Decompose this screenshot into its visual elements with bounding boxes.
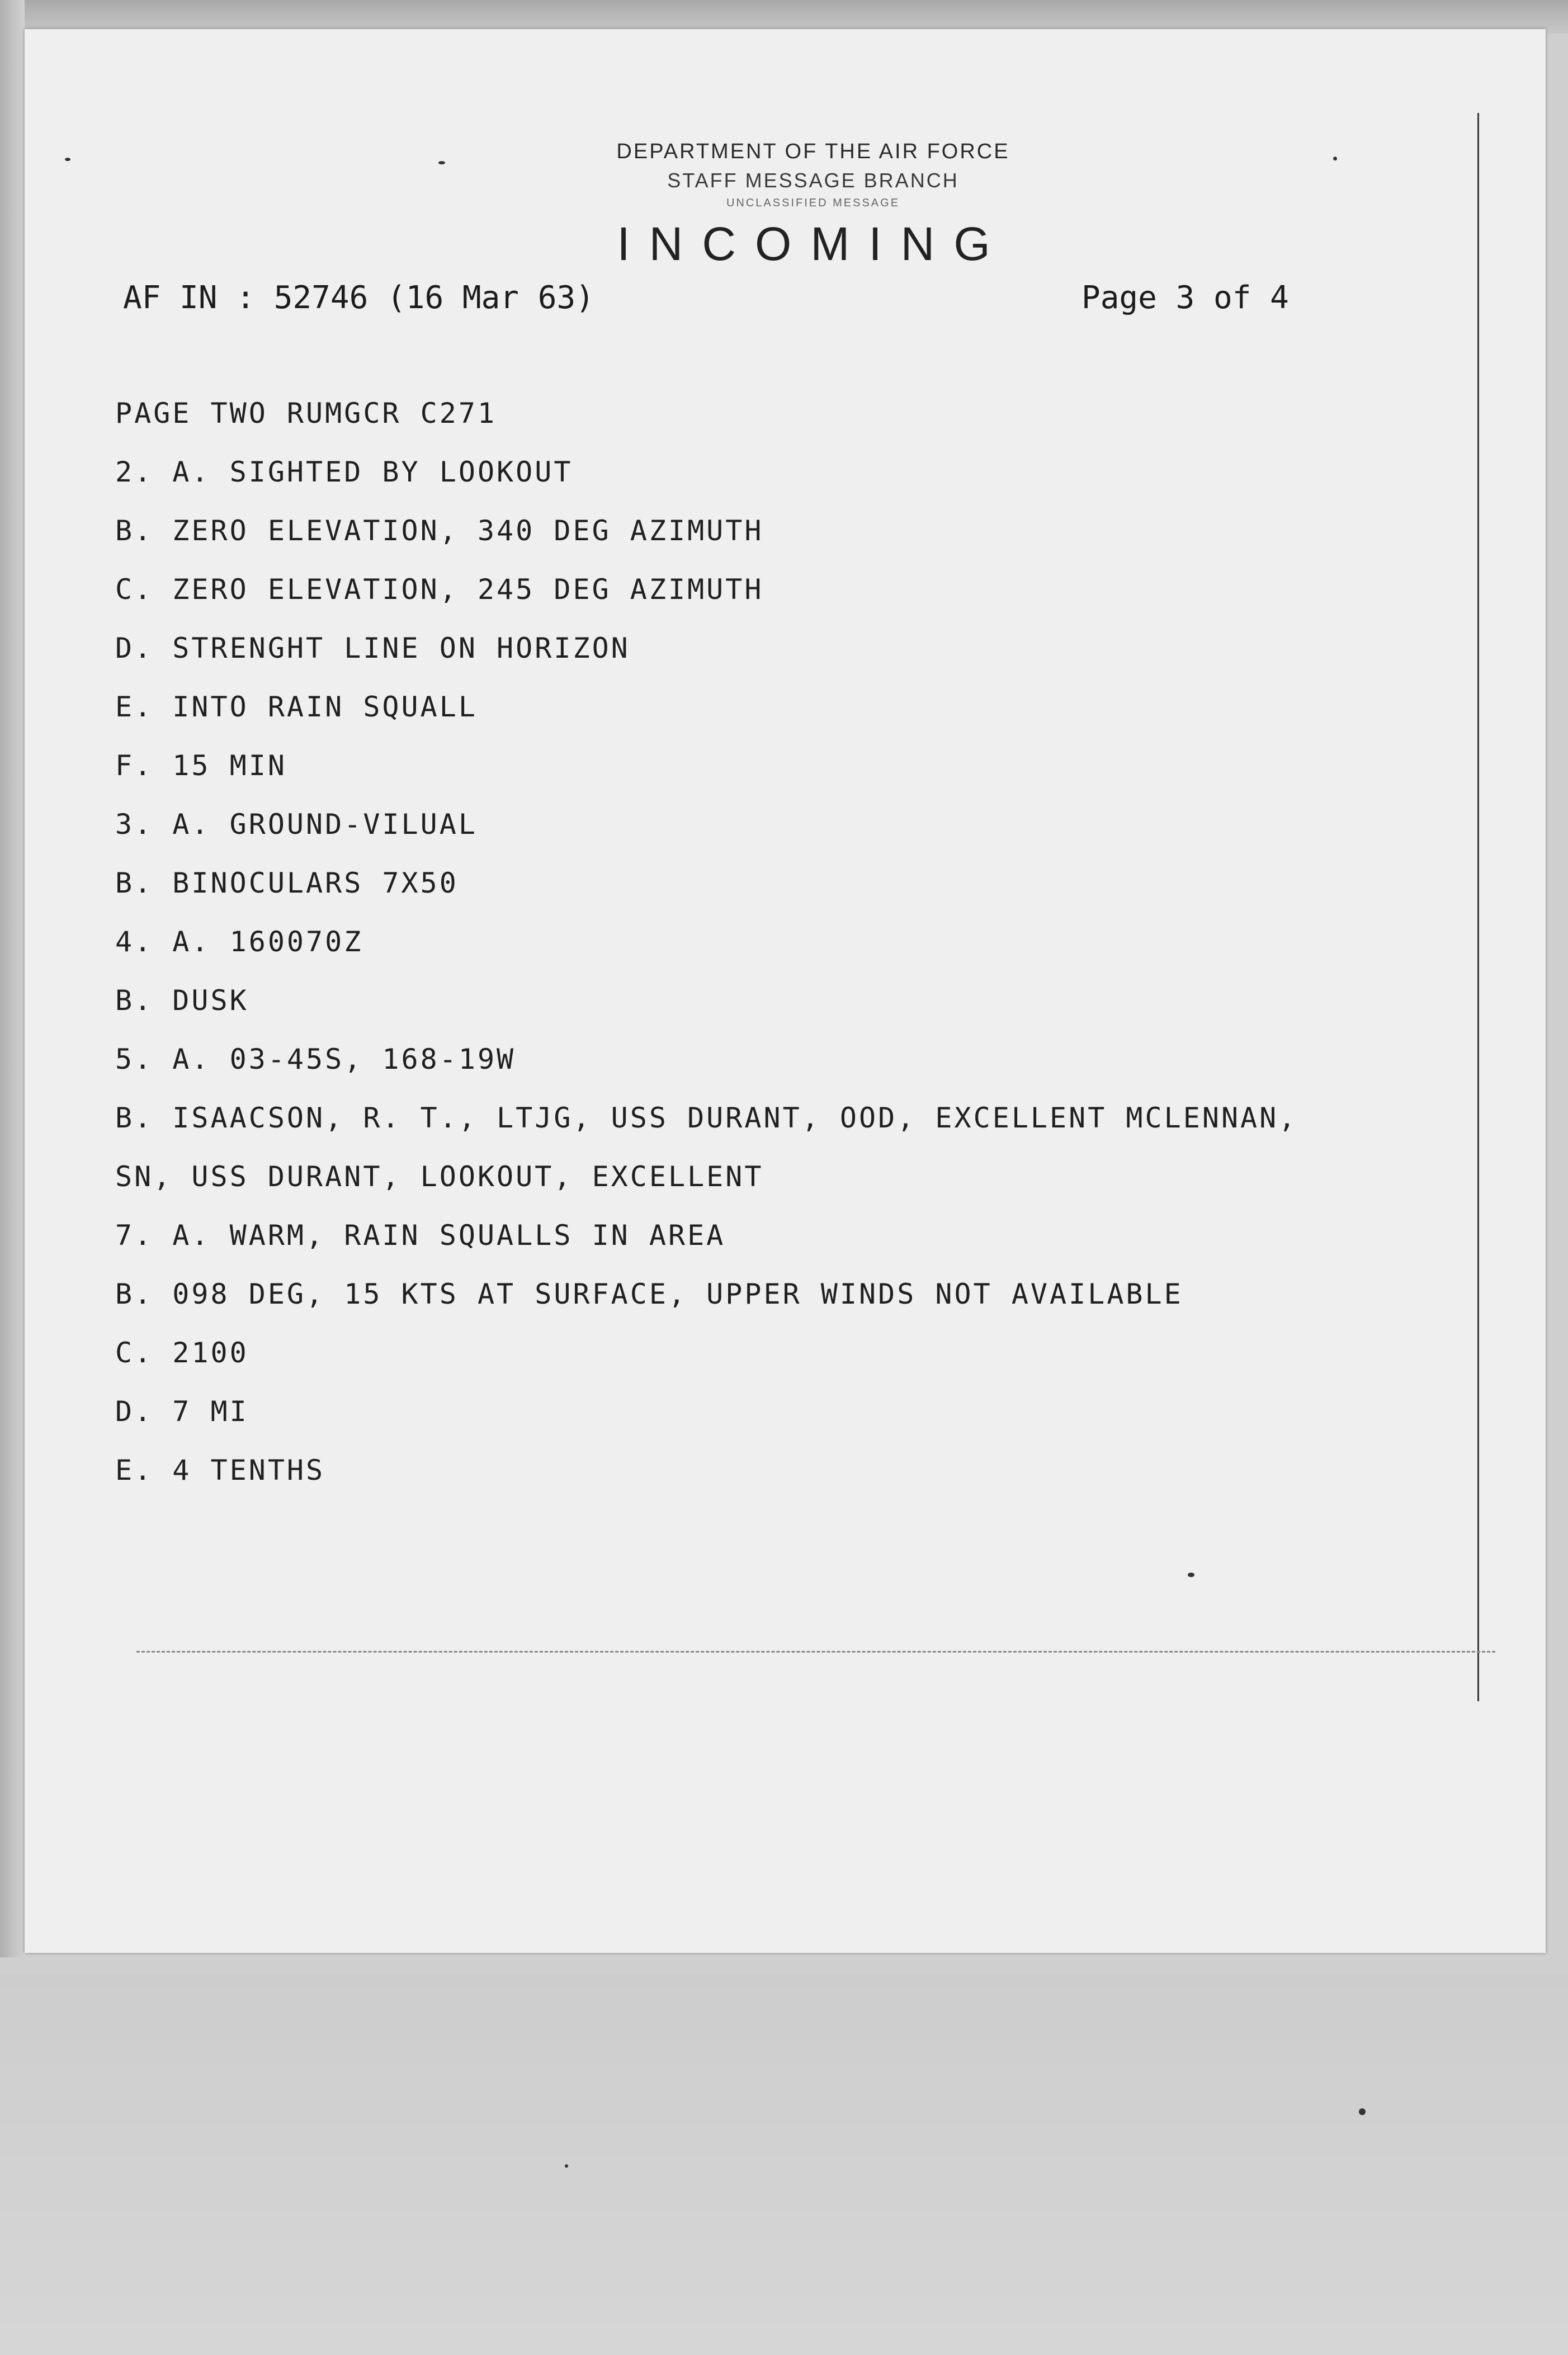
branch-heading: STAFF MESSAGE BRANCH <box>667 169 959 192</box>
message-line: D. STRENGHT LINE ON HORIZON <box>115 632 630 664</box>
scan-speck <box>565 2164 568 2168</box>
incoming-title: INCOMING <box>617 218 1009 270</box>
message-line: F. 15 MIN <box>115 749 287 782</box>
tear-line <box>136 1651 1495 1653</box>
message-line: 2. A. SIGHTED BY LOOKOUT <box>115 456 573 488</box>
message-line: B. BINOCULARS 7X50 <box>115 867 459 899</box>
message-line: 3. A. GROUND-VILUAL <box>115 808 478 841</box>
message-line: SN, USS DURANT, LOOKOUT, EXCELLENT <box>115 1160 764 1193</box>
message-line: B. 098 DEG, 15 KTS AT SURFACE, UPPER WINDS NOT AVAILABLE <box>115 1278 1183 1310</box>
classification-heading: UNCLASSIFIED MESSAGE <box>726 197 900 209</box>
message-sheet <box>25 29 1546 1953</box>
message-line: B. DUSK <box>115 984 249 1017</box>
page-number: Page 3 of 4 <box>1081 280 1289 316</box>
scan-backdrop-top <box>0 0 1568 34</box>
message-line: 5. A. 03-45S, 168-19W <box>115 1043 516 1075</box>
af-in-reference: AF IN : 52746 (16 Mar 63) <box>123 280 594 316</box>
scan-lower-area <box>0 1974 1568 2355</box>
message-line: C. ZERO ELEVATION, 245 DEG AZIMUTH <box>115 573 764 606</box>
message-line: 7. A. WARM, RAIN SQUALLS IN AREA <box>115 1219 726 1252</box>
message-line: C. 2100 <box>115 1337 249 1369</box>
scan-speck <box>438 161 445 164</box>
message-line: D. 7 MI <box>115 1395 249 1428</box>
department-heading: DEPARTMENT OF THE AIR FORCE <box>616 140 1010 163</box>
scan-speck <box>1188 1573 1194 1577</box>
scan-speck <box>1359 2108 1366 2115</box>
message-line: E. 4 TENTHS <box>115 1454 325 1486</box>
message-line: B. ISAACSON, R. T., LTJG, USS DURANT, OOD, EXCELLENT MCLENNAN, <box>115 1102 1298 1134</box>
message-line: 4. A. 160070Z <box>115 926 363 958</box>
message-line: PAGE TWO RUMGCR C271 <box>115 397 497 430</box>
scan-speck <box>65 158 70 161</box>
message-body <box>115 397 1401 1513</box>
sheet-fold-edge <box>1477 113 1479 1701</box>
message-line: B. ZERO ELEVATION, 340 DEG AZIMUTH <box>115 515 764 547</box>
scan-backdrop-left <box>0 0 25 1957</box>
scan-speck <box>1333 157 1337 161</box>
message-line: E. INTO RAIN SQUALL <box>115 691 478 723</box>
